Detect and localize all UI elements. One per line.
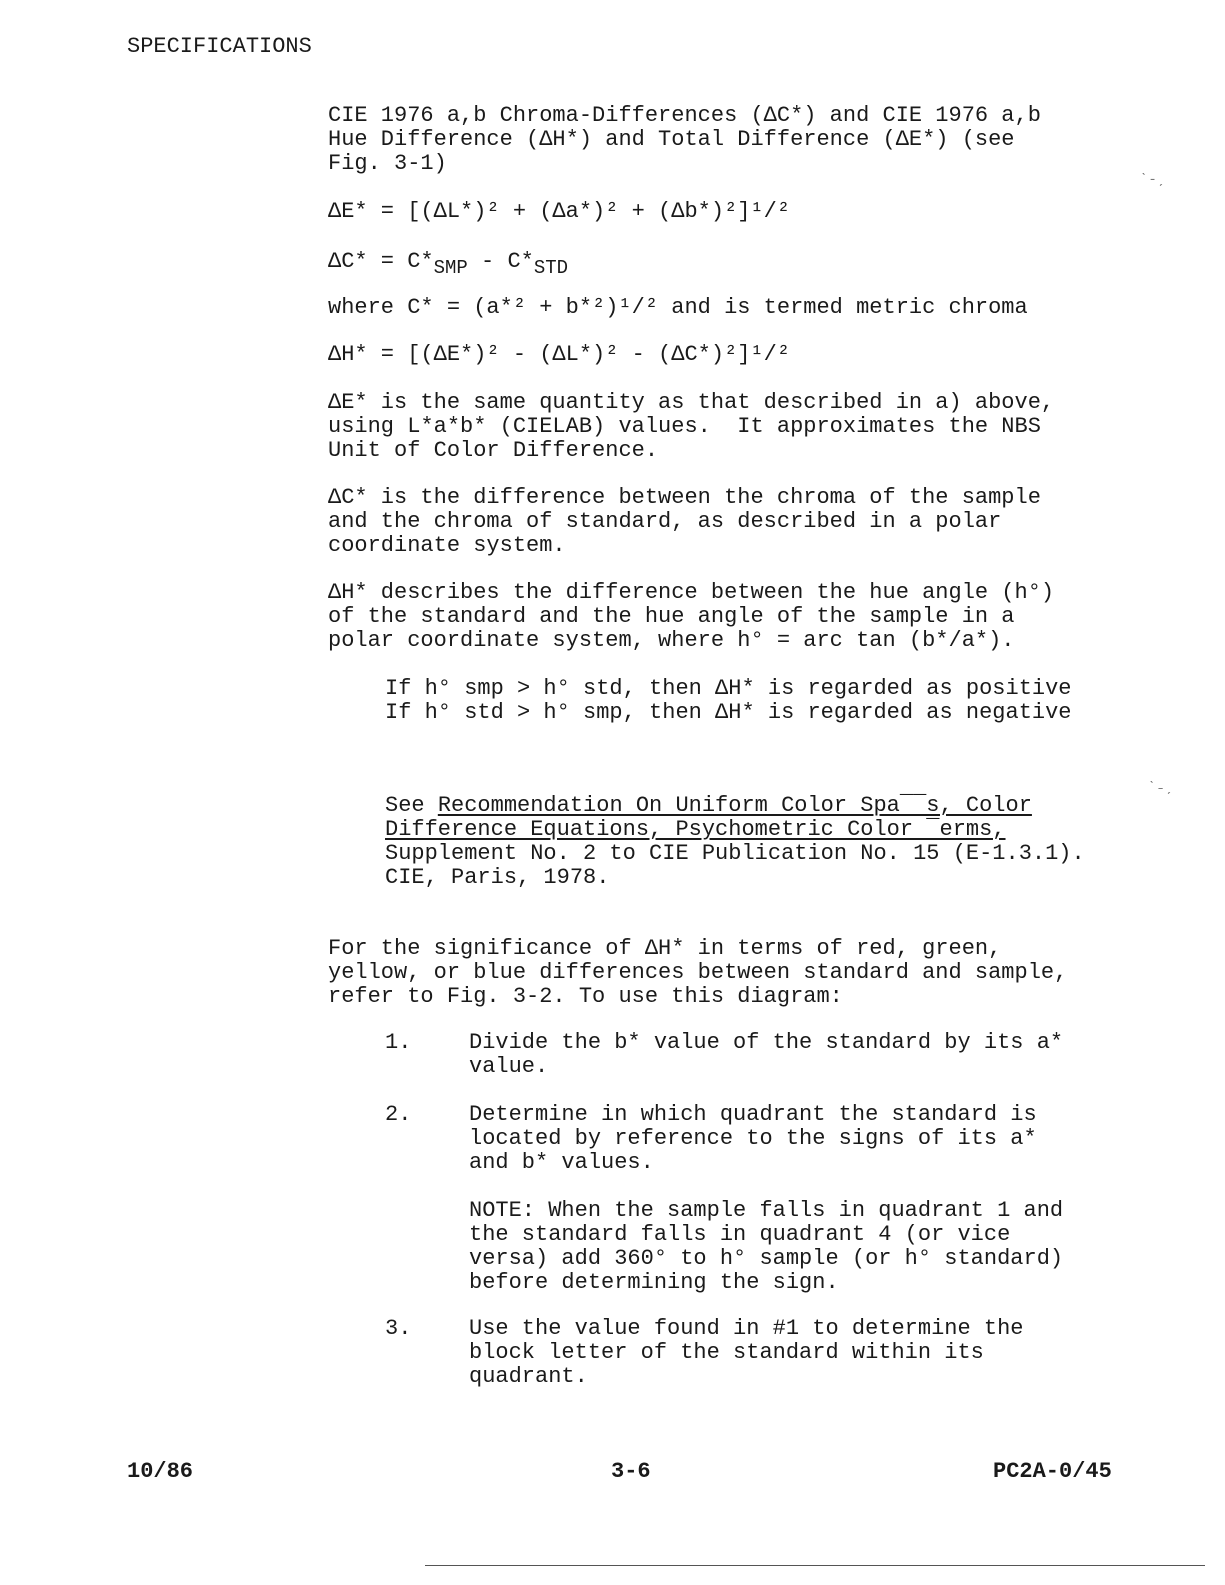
footer-date: 10/86 <box>127 1459 194 1484</box>
delta-c-prefix: ΔC* = C* <box>328 249 434 274</box>
desc-line: of the standard and the hue angle of the sample in a <box>328 604 1015 629</box>
significance-line: For the significance of ΔH* in terms of red, green, <box>328 936 1002 961</box>
note-line: NOTE: When the sample falls in quadrant 1 and <box>469 1198 1064 1223</box>
scan-mark: ˋ-ˏ <box>1140 172 1166 188</box>
step-line: Determine in which quadrant the standard is <box>469 1102 1037 1127</box>
desc-line: polar coordinate system, where h° = arc tan (b*/a*). <box>328 628 1015 653</box>
chroma-definition: where C* = (a*² + b*²)¹/² and is termed metric chroma <box>328 295 1028 320</box>
step-line: Use the value found in #1 to determine the <box>469 1316 1024 1341</box>
sign-rule: If h° smp > h° std, then ΔH* is regarded as positive <box>385 676 1072 701</box>
delta-c-mid: - C* <box>467 249 534 274</box>
sign-rule: If h° std > h° smp, then ΔH* is regarded as negative <box>385 700 1072 725</box>
desc-line: ΔE* is the same quantity as that described in a) above, <box>328 390 1055 415</box>
intro-line: Fig. 3-1) <box>328 151 447 176</box>
section-header: SPECIFICATIONS <box>127 34 312 59</box>
step-line: and b* values. <box>469 1150 654 1175</box>
step-line: block letter of the standard within its <box>469 1340 984 1365</box>
desc-line: and the chroma of standard, as described in a polar <box>328 509 1002 534</box>
bottom-rule <box>425 1565 1205 1566</box>
desc-line: ΔC* is the difference between the chroma of the sample <box>328 485 1041 510</box>
delta-e-equation: ΔE* = [(ΔL*)² + (Δa*)² + (Δb*)²]¹/² <box>328 199 791 224</box>
reference-line <box>385 818 1006 842</box>
footer-doc-id: PC2A-0/45 <box>993 1459 1112 1484</box>
delta-c-sub-std: STD <box>533 257 569 279</box>
note-line: before determining the sign. <box>469 1270 839 1295</box>
step-number: 2. <box>385 1102 412 1127</box>
reference-title: Recommendation On Uniform Color Spa‾‾s, Color <box>437 793 1032 818</box>
step-line: quadrant. <box>469 1364 588 1389</box>
note-line: the standard falls in quadrant 4 (or vice <box>469 1222 1011 1247</box>
note-line: versa) add 360° to h° sample (or h° standard) <box>469 1246 1064 1271</box>
scan-mark: ˋ˗ˏ <box>1148 780 1174 796</box>
significance-line: yellow, or blue differences between standard and sample, <box>328 960 1068 985</box>
reference-line <box>385 794 1032 818</box>
reference-line: Supplement No. 2 to CIE Publication No. 15 (E-1.3.1). <box>385 841 1085 866</box>
reference-line: CIE, Paris, 1978. <box>385 865 610 890</box>
reference-see: See <box>385 793 438 818</box>
desc-line: using L*a*b* (CIELAB) values. It approximates the NBS <box>328 414 1041 439</box>
delta-c-sub-smp: SMP <box>433 257 468 279</box>
step-line: located by reference to the signs of its a* <box>469 1126 1037 1151</box>
step-line: value. <box>469 1054 549 1079</box>
significance-line: refer to Fig. 3-2. To use this diagram: <box>328 984 843 1009</box>
delta-c-equation <box>328 249 569 279</box>
step-line: Divide the b* value of the standard by its a* <box>469 1030 1064 1055</box>
delta-h-equation: ΔH* = [(ΔE*)² - (ΔL*)² - (ΔC*)²]¹/² <box>328 342 791 367</box>
desc-line: Unit of Color Difference. <box>328 438 659 463</box>
step-number: 1. <box>385 1030 412 1055</box>
reference-title: Difference Equations, Psychometric Color ‾erms, <box>385 817 1006 842</box>
step-number: 3. <box>385 1316 412 1341</box>
desc-line: coordinate system. <box>328 533 566 558</box>
desc-line: ΔH* describes the difference between the hue angle (h°) <box>328 580 1055 605</box>
intro-line: CIE 1976 a,b Chroma-Differences (ΔC*) and CIE 1976 a,b <box>328 103 1041 128</box>
footer-page-number: 3-6 <box>611 1459 651 1484</box>
intro-line: Hue Difference (ΔH*) and Total Difference (ΔE*) (see <box>328 127 1015 152</box>
